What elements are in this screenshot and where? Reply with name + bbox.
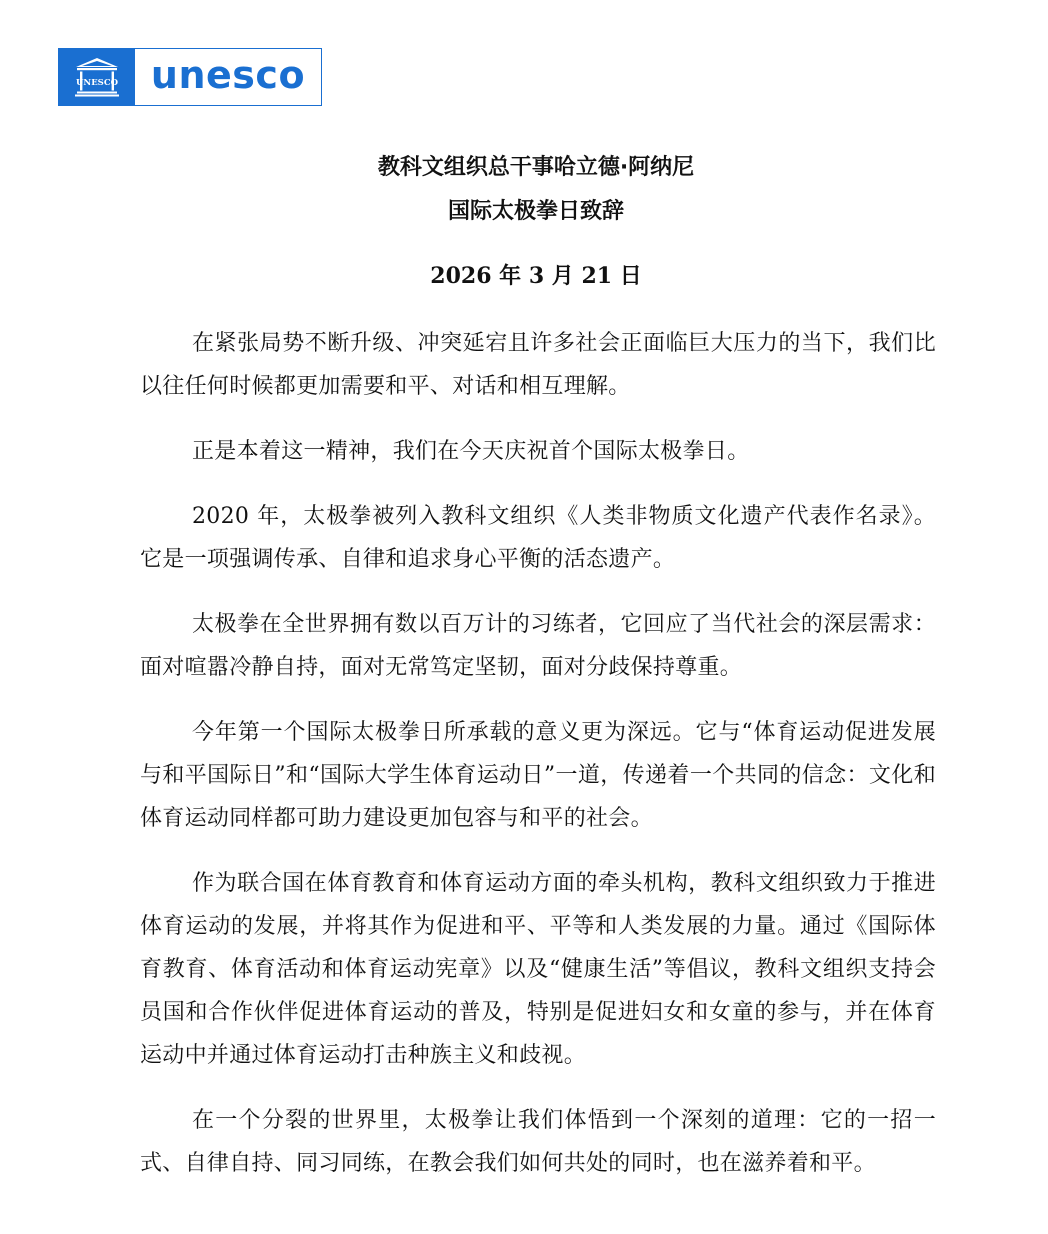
paragraph: 在紧张局势不断升级、冲突延宕且许多社会正面临巨大压力的当下，我们比以往任何时候都更加需要和平、对话和相互理解。 [140, 331, 936, 399]
unesco-temple-emblem-icon [59, 49, 135, 105]
document-body [140, 322, 936, 1207]
paragraph: 作为联合国在体育教育和体育运动方面的牵头机构，教科文组织致力于推进体育运动的发展，并将其作为促进和平、平等和人类发展的力量。通过《国际体育教育、体育活动和体育运动宪章》以及“健康生活”等倡议，教科文组织支持会员国和合作伙伴促进体育运动的普及，特别是促进妇女和女童的参与，并在体育运动中并通过体育运动打击种族主义和歧视。 [140, 871, 936, 1068]
unesco-logo [58, 48, 322, 106]
paragraph: 今年第一个国际太极拳日所承载的意义更为深远。它与“体育运动促进发展与和平国际日”和“国际大学生体育运动日”一道，传递着一个共同的信念：文化和体育运动同样都可助力建设更加包容与和平的社会。 [140, 720, 936, 831]
paragraph: 在一个分裂的世界里，太极拳让我们体悟到一个深刻的道理：它的一招一式、自律自持、同习同练，在教会我们如何共处的同时，也在滋养着和平。 [140, 1108, 936, 1176]
document-date: 2026 年 3 月 21 日 [430, 263, 642, 289]
temple-icon [74, 57, 120, 97]
emblem-lettering: UNESCO [76, 78, 118, 88]
document-subtitle: 国际太极拳日致辞 [447, 199, 624, 224]
logo-wordmark: unesco [150, 53, 306, 97]
paragraph: 太极拳在全世界拥有数以百万计的习练者，它回应了当代社会的深层需求：面对喧嚣冷静自持，面对无常笃定坚韧，面对分歧保持尊重。 [140, 612, 936, 680]
paragraph: 2020 年，太极拳被列入教科文组织《人类非物质文化遗产代表作名录》。它是一项强调传承、自律和追求身心平衡的活态遗产。 [140, 504, 936, 572]
document-title: 教科文组织总干事哈立德·阿纳尼 [377, 155, 695, 180]
paragraph: 正是本着这一精神，我们在今天庆祝首个国际太极拳日。 [192, 439, 750, 464]
